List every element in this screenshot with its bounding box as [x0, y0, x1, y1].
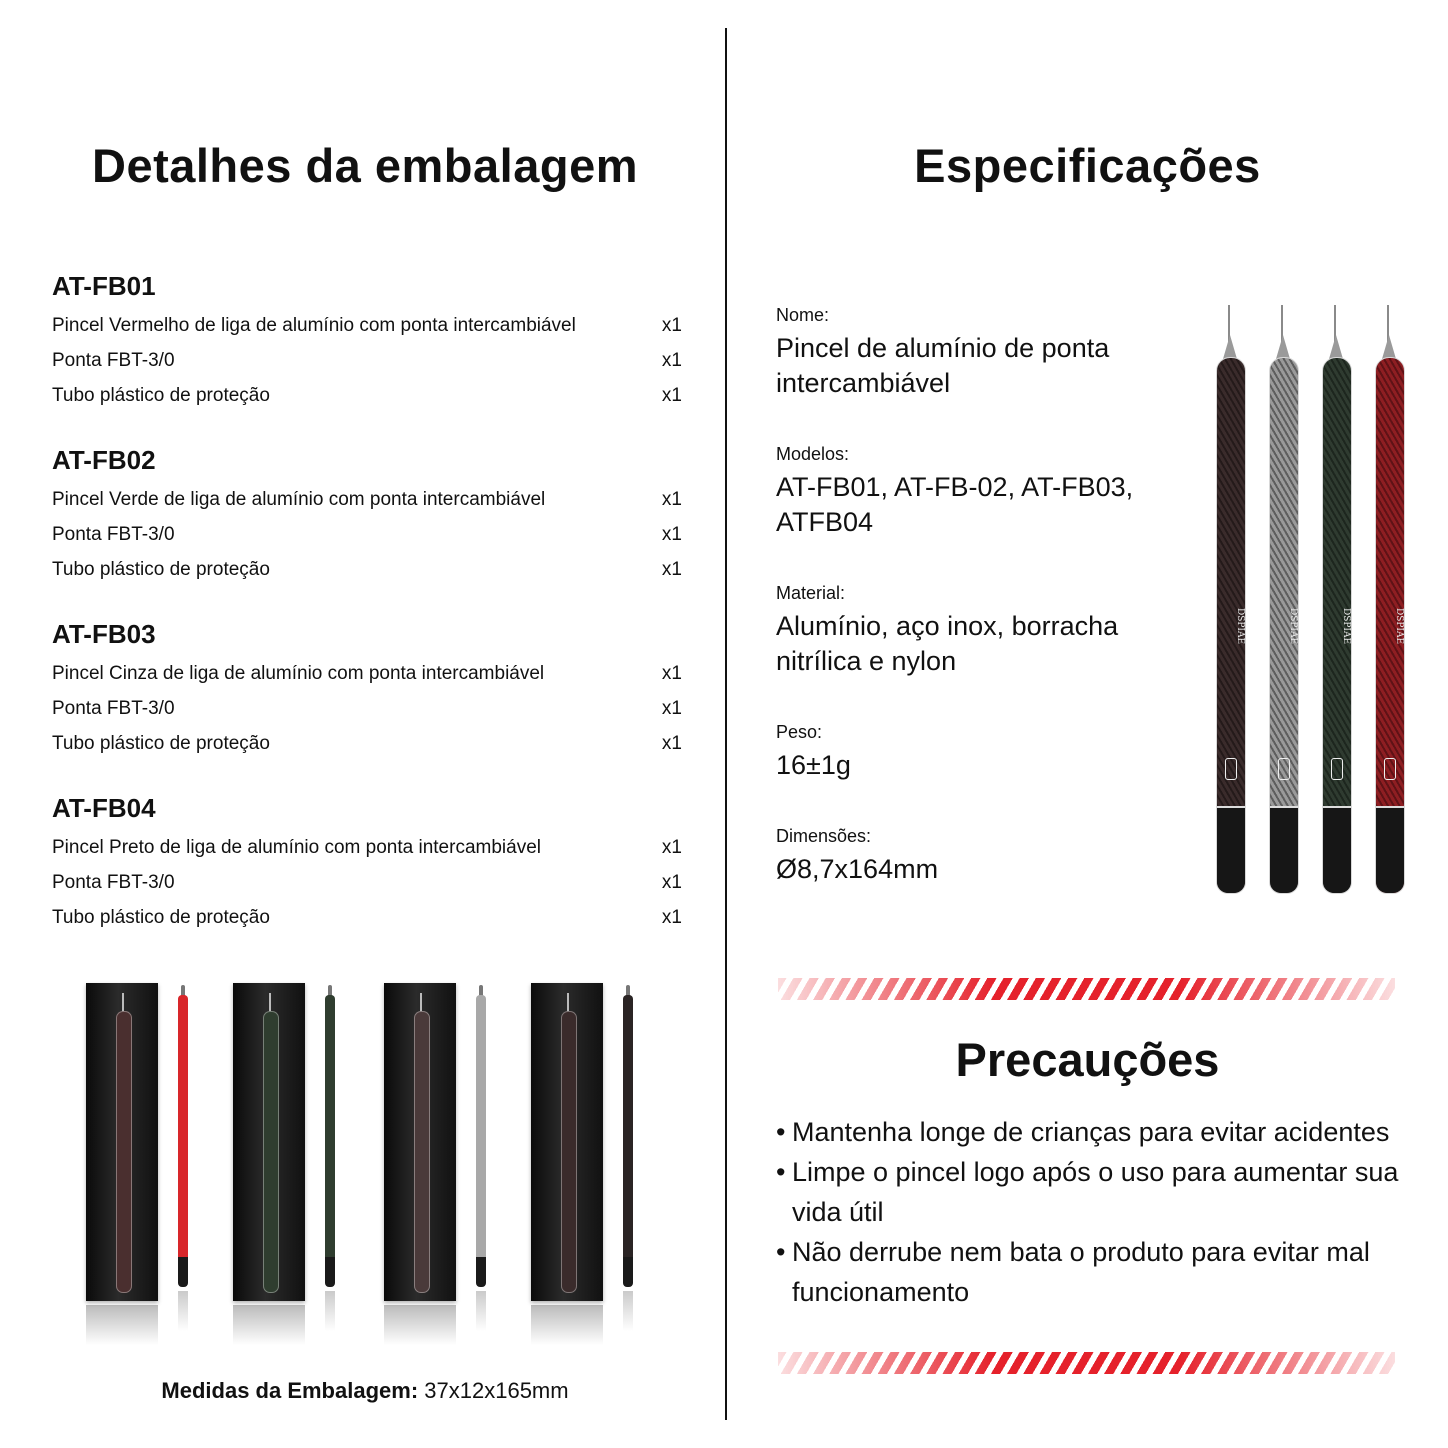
spec-models [776, 442, 1166, 540]
item-qty: x1 [661, 524, 682, 545]
package-group-at-fb01 [52, 268, 682, 413]
column-divider [725, 28, 727, 1420]
item-qty: x1 [661, 663, 682, 684]
precaution-item [776, 1112, 1426, 1152]
package-item [52, 691, 682, 726]
spec-weight [776, 720, 1166, 783]
package-item [52, 517, 682, 552]
package-model: AT-FB02 [52, 445, 156, 475]
package-box-set [378, 975, 523, 1355]
package-item [52, 656, 682, 691]
brush-logo: DSPIAE [1235, 608, 1245, 645]
package-model: AT-FB04 [52, 793, 156, 823]
item-qty: x1 [661, 733, 682, 754]
item-name: Ponta FBT-3/0 [52, 698, 175, 719]
pen [476, 995, 486, 1285]
spec-value: Pincel de alumínio de ponta intercambiável [776, 333, 1110, 398]
package-group-at-fb02 [52, 442, 682, 587]
pen [623, 995, 633, 1285]
item-name: Tubo plástico de proteção [52, 907, 270, 928]
spec-value: Ø8,7x164mm [776, 854, 939, 884]
package-item [52, 865, 682, 900]
specs-title: Especificações [914, 139, 1261, 192]
brush-logo: DSPIAE [1288, 608, 1298, 645]
stripe-divider-top [778, 978, 1395, 1000]
item-qty: x1 [661, 559, 682, 580]
brush [1266, 305, 1300, 895]
spec-label: Material: [776, 583, 846, 603]
package-dimensions-label: Medidas da Embalagem: [161, 1378, 419, 1403]
item-qty: x1 [661, 698, 682, 719]
package-box [233, 983, 305, 1301]
item-name: Tubo plástico de proteção [52, 559, 270, 580]
spec-value: AT-FB01, AT-FB-02, AT-FB03, ATFB04 [776, 472, 1134, 537]
package-photo [80, 975, 660, 1355]
item-name: Pincel Vermelho de liga de alumínio com ponta intercambiável [52, 315, 576, 336]
bullet: • [776, 1157, 786, 1187]
spec-label: Nome: [776, 305, 830, 325]
bullet: • [776, 1117, 786, 1147]
stripe-divider-bottom [778, 1352, 1395, 1374]
item-qty: x1 [661, 350, 682, 371]
precaution-item [776, 1232, 1426, 1312]
spec-label: Modelos: [776, 444, 850, 464]
precautions-title: Precauções [955, 1033, 1220, 1086]
package-box-set [227, 975, 372, 1355]
precautions-list [776, 1112, 1426, 1312]
item-qty: x1 [661, 385, 682, 406]
pen [325, 995, 335, 1285]
brush-logo: DSPIAE [1341, 608, 1351, 645]
package-item [52, 726, 682, 761]
precaution-item [776, 1152, 1426, 1232]
package-box-set [80, 975, 225, 1355]
spec-dimensions [776, 824, 1166, 887]
item-qty: x1 [661, 907, 682, 928]
item-qty: x1 [661, 315, 682, 336]
spec-material [776, 581, 1166, 679]
package-model: AT-FB01 [52, 271, 156, 301]
item-qty: x1 [661, 489, 682, 510]
spec-label: Peso: [776, 722, 823, 742]
brush-logo: DSPIAE [1394, 608, 1404, 645]
item-qty: x1 [661, 872, 682, 893]
package-box [531, 983, 603, 1301]
package-box [86, 983, 158, 1301]
item-name: Pincel Verde de liga de alumínio com ponta intercambiável [52, 489, 546, 510]
package-group-at-fb03 [52, 616, 682, 761]
package-box-set [525, 975, 670, 1355]
brush [1319, 305, 1353, 895]
precaution-text: Mantenha longe de crianças para evitar acidentes [792, 1117, 1390, 1147]
package-item [52, 343, 682, 378]
spec-name [776, 303, 1166, 401]
package-item [52, 900, 682, 935]
package-dimensions [0, 1378, 730, 1404]
brush-photo [1200, 305, 1420, 905]
item-name: Pincel Cinza de liga de alumínio com ponta intercambiável [52, 663, 545, 684]
spec-value: Alumínio, aço inox, borracha nitrílica e nylon [776, 611, 1119, 676]
package-item [52, 552, 682, 587]
precaution-text: Não derrube nem bata o produto para evitar mal funcionamento [792, 1237, 1370, 1307]
precaution-text: Limpe o pincel logo após o uso para aumentar sua vida útil [792, 1157, 1399, 1227]
package-item [52, 482, 682, 517]
item-name: Ponta FBT-3/0 [52, 350, 175, 371]
package-model: AT-FB03 [52, 619, 156, 649]
pen [178, 995, 188, 1285]
brush [1213, 305, 1247, 895]
package-item [52, 830, 682, 865]
brush [1372, 305, 1406, 895]
item-name: Tubo plástico de proteção [52, 385, 270, 406]
item-qty: x1 [661, 837, 682, 858]
package-item [52, 308, 682, 343]
item-name: Ponta FBT-3/0 [52, 524, 175, 545]
item-name: Tubo plástico de proteção [52, 733, 270, 754]
package-dimensions-value: 37x12x165mm [424, 1378, 569, 1403]
bullet: • [776, 1237, 786, 1267]
package-box [384, 983, 456, 1301]
item-name: Ponta FBT-3/0 [52, 872, 175, 893]
item-name: Pincel Preto de liga de alumínio com ponta intercambiável [52, 837, 541, 858]
spec-value: 16±1g [776, 750, 851, 780]
spec-label: Dimensões: [776, 826, 872, 846]
package-title: Detalhes da embalagem [92, 139, 638, 192]
package-item [52, 378, 682, 413]
package-group-at-fb04 [52, 790, 682, 935]
